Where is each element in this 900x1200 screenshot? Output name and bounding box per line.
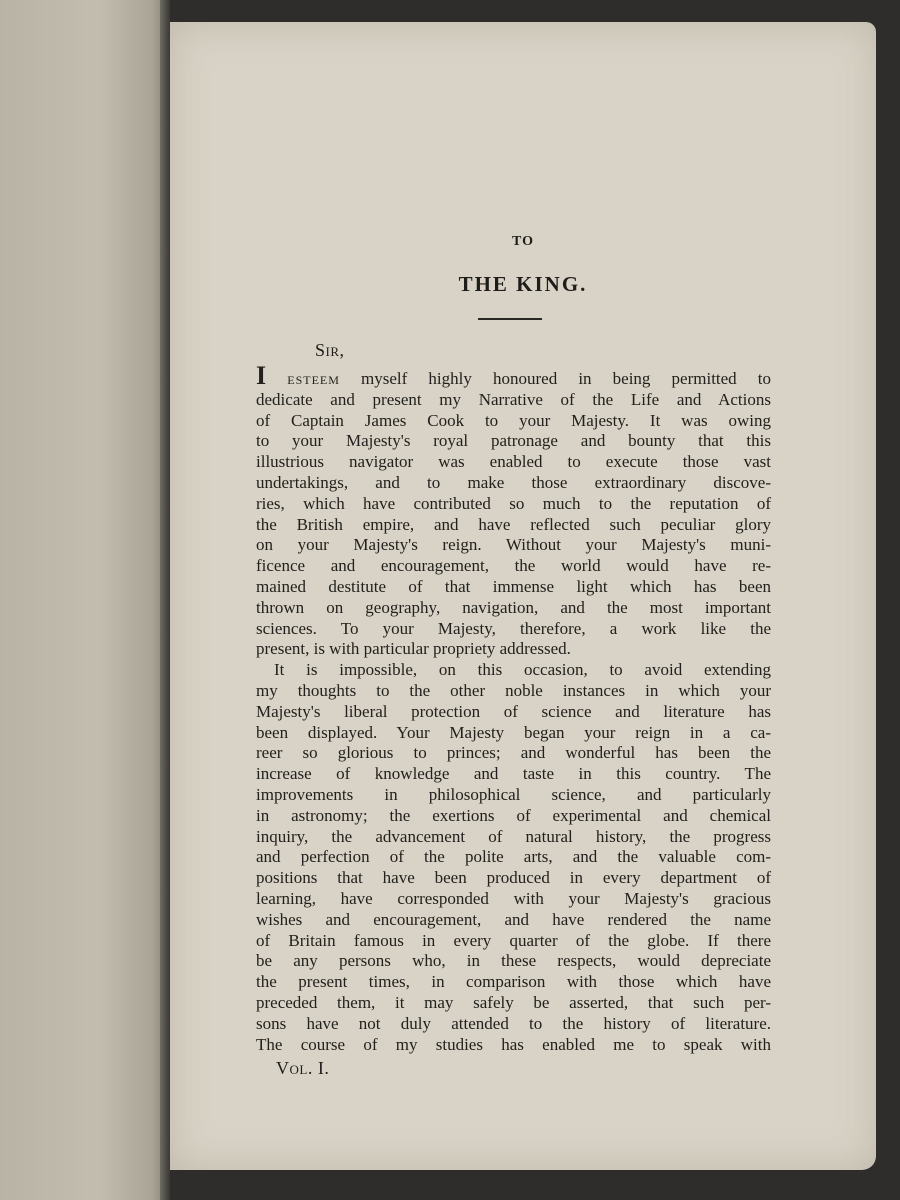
text-line: ries, which have contributed so much to the reputation of — [256, 493, 771, 513]
text-line: The course of my studies has enabled me to speak with — [256, 1034, 771, 1054]
text-line: on your Majesty's reign. Without your Majesty's muni- — [256, 535, 771, 555]
text-line: and perfection of the polite arts, and the valuable com- — [256, 847, 771, 867]
heading-to: TO — [512, 234, 534, 249]
text-line: wishes and encouragement, and have rendered the name — [256, 909, 771, 929]
text-line: the British empire, and have reflected such peculiar glory — [256, 514, 771, 534]
text-line: sciences. To your Majesty, therefore, a work like the — [256, 618, 771, 638]
text-line: of Captain James Cook to your Majesty. It was owing — [256, 410, 771, 430]
text-line: undertakings, and to make those extraordinary discove- — [256, 472, 771, 492]
page-title: THE KING. — [458, 272, 588, 296]
text-line: It is impossible, on this occasion, to avoid extending — [274, 660, 771, 680]
first-word: esteem — [287, 369, 340, 388]
text-line: I esteem myself highly honoured in being permitted to — [256, 361, 772, 390]
text-line: present, is with particular propriety addressed. — [256, 639, 571, 659]
text-line: improvements in philosophical science, and particularly — [256, 784, 771, 804]
text-line: been displayed. Your Majesty began your reign in a ca- — [256, 722, 771, 742]
drop-cap: I — [256, 361, 267, 390]
text-line: be any persons who, in these respects, would depreciate — [256, 951, 771, 971]
text-line: positions that have been produced in every department of — [256, 868, 771, 888]
title-rule — [478, 318, 542, 320]
text-line: mained destitute of that immense light which has been — [256, 576, 771, 596]
text-line: Majesty's liberal protection of science and literature has — [256, 701, 771, 721]
text-line: illustrious navigator was enabled to execute those vast — [256, 452, 771, 472]
text-line: preceded them, it may safely be asserted, that such per- — [256, 992, 771, 1012]
text-line: ficence and encouragement, the world would have re- — [256, 556, 771, 576]
left-page — [0, 0, 165, 1200]
text-line: increase of knowledge and taste in this country. The — [256, 764, 771, 784]
book-page — [170, 22, 876, 1170]
text-line: sons have not duly attended to the history of literature. — [256, 1013, 771, 1033]
text-line: my thoughts to the other noble instances in which your — [256, 680, 771, 700]
salutation: Sir, — [315, 340, 345, 360]
text-line: to your Majesty's royal patronage and bounty that this — [256, 431, 771, 451]
signature-mark: Vol. I. — [276, 1058, 330, 1078]
text-line: the present times, in comparison with those which have — [256, 972, 771, 992]
book-gutter — [160, 0, 170, 1200]
text-line: inquiry, the advancement of natural history, the progress — [256, 826, 771, 846]
text-line: of Britain famous in every quarter of the globe. If there — [256, 930, 771, 950]
text-line: thrown on geography, navigation, and the most important — [256, 597, 771, 617]
text-line: reer so glorious to princes; and wonderful has been the — [256, 743, 771, 763]
dedication-text — [256, 361, 772, 1055]
text-line: dedicate and present my Narrative of the Life and Actions — [256, 389, 771, 409]
text-line: learning, have corresponded with your Majesty's gracious — [256, 888, 771, 908]
text-line: in astronomy; the exertions of experimental and chemical — [256, 805, 771, 825]
